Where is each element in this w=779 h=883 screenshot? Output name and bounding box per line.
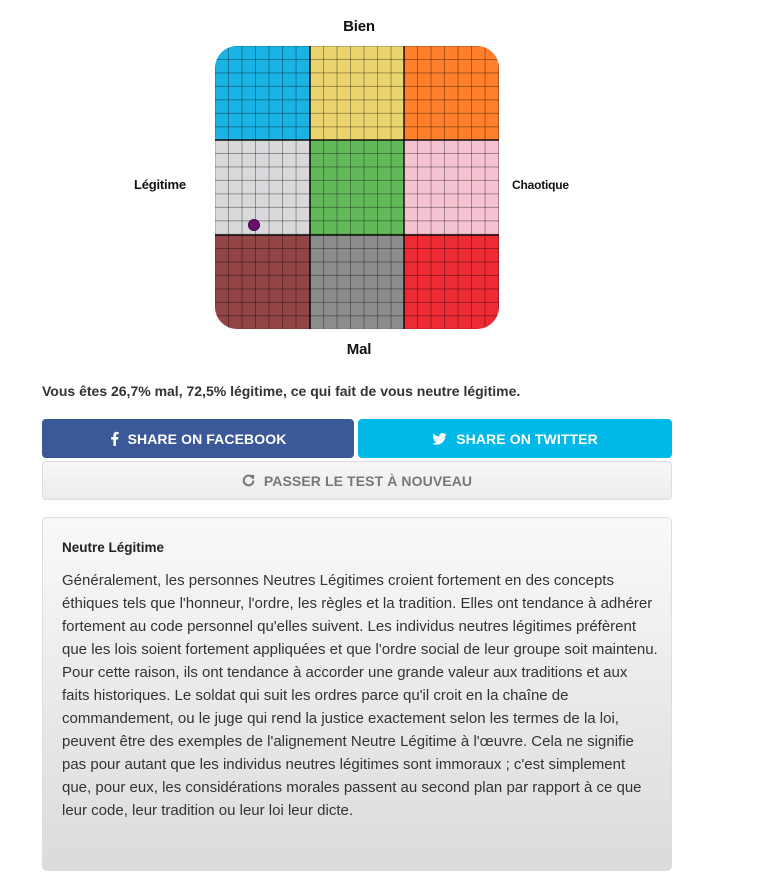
refresh-icon <box>242 474 255 487</box>
block-lawful-evil <box>215 235 310 329</box>
block-divider-vertical <box>309 46 311 329</box>
twitter-icon <box>432 433 447 445</box>
alignment-description: Généralement, les personnes Neutres Légitimes croient fortement en des concepts éthiques tels que l'honneur, l'ordre, les règles et la tradition. Elles ont tendance à adhérer fortement au code personnel qu'elles suivent. Les individus neutres légitimes préfèrent que les lois soient fortement appliquées et que l'ordre social de leur groupe soit maintenu. Pour cette raison, ils ont tendance à accorder une grande valeur aux traditions et aux faits historiques. Le soldat qui suit les ordres parce qu'il croit en la chaîne de commandement, ou le juge qui rend la justice exactement selon les termes de la loi, peuvent être des exemples de l'alignement Neutre Légitime à l'œuvre. Cela ne signifie pas pour autant que les individus neutres légitimes sont immoraux ; c'est simplement que, pour eux, les considérations morales passent au second plan par rapport à ce que leur code, leur tradition ou leur loi leur dicte. <box>62 572 658 819</box>
alignment-title: Neutre Légitime <box>62 540 165 555</box>
axis-label-evil: Mal <box>346 341 372 358</box>
axis-label-good: Bien <box>343 18 375 35</box>
facebook-icon <box>110 431 119 446</box>
block-divider-horizontal <box>215 139 499 141</box>
block-chaotic-good <box>404 46 499 140</box>
block-divider-horizontal <box>215 234 499 236</box>
axis-label-lawful: Légitime <box>134 177 186 192</box>
block-chaotic-evil <box>404 235 499 329</box>
alignment-chart <box>215 46 499 329</box>
retake-test-label: PASSER LE TEST À NOUVEAU <box>263 472 473 489</box>
share-twitter-button[interactable] <box>358 419 672 458</box>
block-lawful-neutral <box>215 140 310 234</box>
alignment-description-panel <box>42 517 672 871</box>
block-neutral-good <box>310 46 405 140</box>
block-true-neutral <box>310 140 405 234</box>
block-lawful-good <box>215 46 310 140</box>
retake-test-button[interactable] <box>42 461 672 500</box>
share-facebook-button[interactable] <box>42 419 354 458</box>
result-summary: Vous êtes 26,7% mal, 72,5% légitime, ce qui fait de vous neutre légitime. <box>42 383 521 399</box>
block-neutral-evil <box>310 235 405 329</box>
axis-label-chaotic: Chaotique <box>512 178 569 192</box>
share-facebook-label: SHARE ON FACEBOOK <box>127 430 287 447</box>
block-chaotic-neutral <box>404 140 499 234</box>
share-twitter-label: SHARE ON TWITTER <box>456 430 598 447</box>
block-divider-vertical <box>403 46 405 329</box>
